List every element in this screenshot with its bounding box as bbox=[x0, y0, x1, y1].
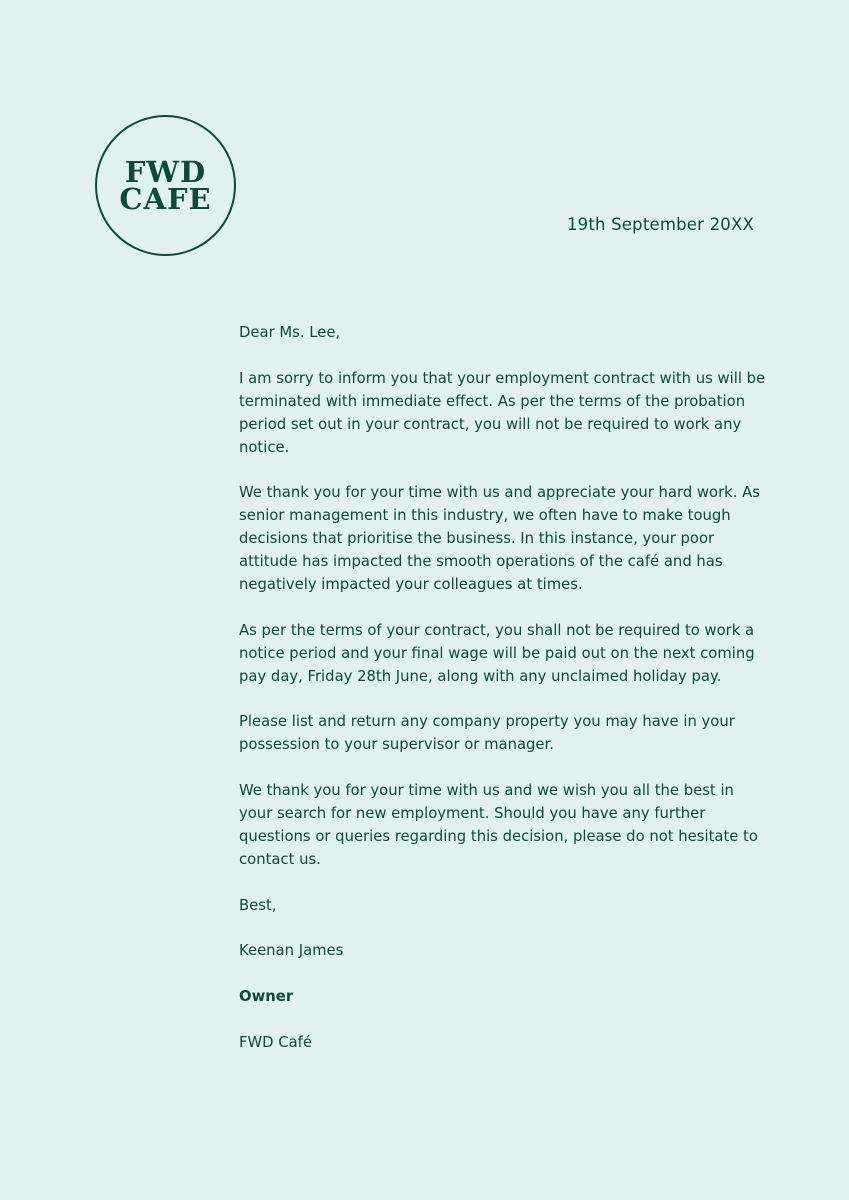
letter-body bbox=[239, 322, 769, 1078]
closing: Best, bbox=[239, 896, 277, 914]
letter-date: 19th September 20XX bbox=[566, 215, 754, 234]
signer-role: Owner bbox=[239, 988, 294, 1006]
paragraph-4: Please list and return any company property you may have in your possession to your supervisor or manager. bbox=[239, 713, 735, 754]
logo-text-line1: FWD bbox=[124, 154, 207, 189]
company-logo bbox=[95, 115, 236, 256]
paragraph-2: We thank you for your time with us and appreciate your hard work. As senior management in this industry, we often have to make tough decisions that prioritise the business. In this instance, your poor attitude has impacted the smooth operations of the café and has negatively impacted your colleagues at times. bbox=[239, 484, 760, 593]
signer-name: Keenan James bbox=[239, 942, 344, 960]
paragraph-5: We thank you for your time with us and we wish you all the best in your search for new employment. Should you have any further questions or queries regarding this decision, please do not hesitate to contact us. bbox=[239, 782, 758, 868]
signature-block bbox=[239, 986, 769, 1055]
paragraph-1: I am sorry to inform you that your employment contract with us will be terminated with immediate effect. As per the terms of the probation period set out in your contract, you will not be required to work any notice. bbox=[239, 369, 766, 456]
paragraph-3: As per the terms of your contract, you shall not be required to work a notice period and your final wage will be paid out on the next coming pay day, Friday 28th June, along with any unclaimed holiday pay. bbox=[239, 621, 755, 685]
logo-text-line2: CAFE bbox=[119, 181, 212, 216]
salutation: Dear Ms. Lee, bbox=[239, 324, 341, 341]
signer-company: FWD Café bbox=[239, 1033, 312, 1051]
